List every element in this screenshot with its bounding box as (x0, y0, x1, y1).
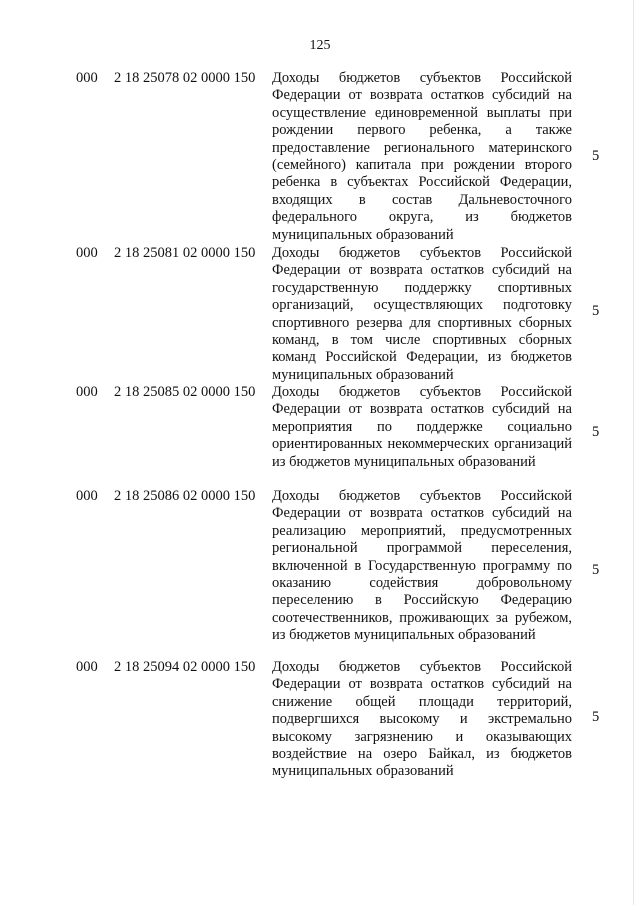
budget-classification-code: 2 18 25094 02 0000 150 (114, 659, 256, 675)
income-description: Доходы бюджетов субъектов Российской Федерации от возврата остатков субсидий на государственную поддержку спортивных организаций, осуществляющих подготовку спортивного резерва для спортивных сборных команд, в том числе спортивных сборных команд Российской Федерации, из бюджетов муниципальных образований (272, 245, 572, 383)
amount-value: 5 (592, 709, 600, 725)
amount-value: 5 (592, 562, 600, 578)
amount-value: 5 (592, 303, 600, 319)
budget-classification-code: 2 18 25081 02 0000 150 (114, 245, 256, 261)
admin-code: 000 (76, 488, 98, 504)
income-description: Доходы бюджетов субъектов Российской Федерации от возврата остатков субсидий на реализацию мероприятий, предусмотренных региональной программой переселения, включенной в Государственную программу по оказанию содействия добровольному переселению в Российскую Федерацию соотечественников, проживающих за рубежом, из бюджетов муниципальных образований (272, 488, 572, 644)
amount-value: 5 (592, 148, 600, 164)
page-number: 125 (309, 38, 331, 53)
income-description: Доходы бюджетов субъектов Российской Федерации от возврата остатков субсидий на мероприятия по поддержке социально ориентированных некоммерческих организаций из бюджетов муниципальных образований (272, 384, 572, 470)
admin-code: 000 (76, 384, 98, 400)
admin-code: 000 (76, 659, 98, 675)
amount-value: 5 (592, 424, 600, 440)
scan-edge-line (633, 0, 634, 905)
admin-code: 000 (76, 245, 98, 261)
income-description: Доходы бюджетов субъектов Российской Федерации от возврата остатков субсидий на снижение общей площади территорий, подвергшихся высокому и экстремально высокому загрязнению и оказывающих воздействие на озеро Байкал, из бюджетов муниципальных образований (272, 659, 572, 780)
admin-code: 000 (76, 70, 98, 86)
budget-classification-code: 2 18 25085 02 0000 150 (114, 384, 256, 400)
budget-classification-code: 2 18 25078 02 0000 150 (114, 70, 256, 86)
income-description: Доходы бюджетов субъектов Российской Федерации от возврата остатков субсидий на осуществление единовременной выплаты при рождении первого ребенка, а также предоставление регионального материнского (семейного) капитала при рождении второго ребенка в субъектах Российской Федерации, входящих в состав Дальневосточного федерального округа, из бюджетов муниципальных образований (272, 70, 572, 243)
budget-classification-code: 2 18 25086 02 0000 150 (114, 488, 256, 504)
